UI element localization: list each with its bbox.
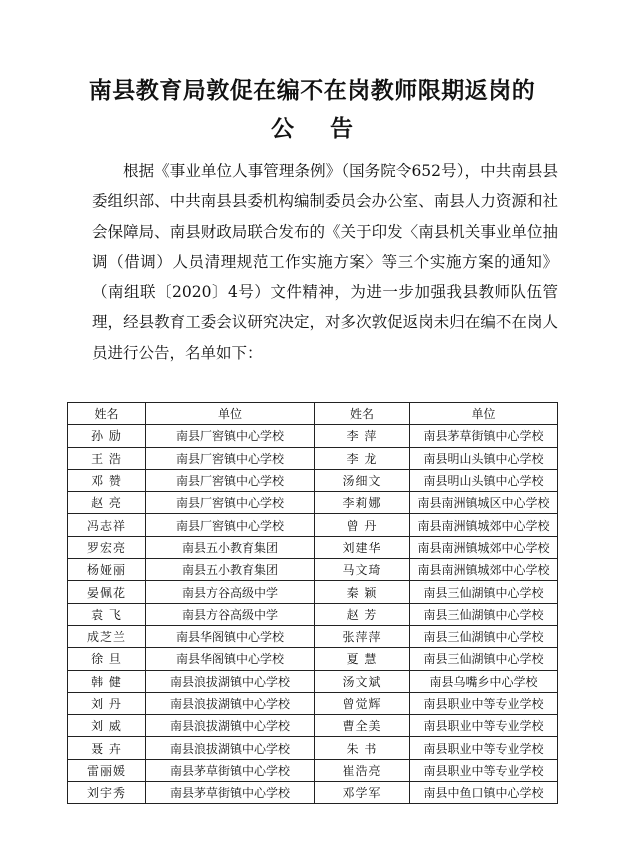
unit-cell-right: 南县职业中等专业学校 (410, 737, 558, 759)
name-cell-left: 晏佩花 (68, 581, 146, 603)
name-cell-left: 刘 丹 (68, 692, 146, 714)
name-cell-right: 马文琦 (315, 559, 410, 581)
unit-cell-left: 南县厂窖镇中心学校 (146, 447, 315, 469)
name-cell-left: 赵 亮 (68, 492, 146, 514)
name-cell-right: 李莉娜 (315, 492, 410, 514)
document-title-notice: 公 告 (270, 116, 353, 142)
header-name-left: 姓名 (68, 403, 146, 425)
unit-cell-left: 南县茅草街镇中心学校 (146, 782, 315, 804)
table-row (68, 425, 558, 447)
unit-cell-right: 南县南洲镇城区中心学校 (410, 492, 558, 514)
name-cell-left: 成芝兰 (68, 625, 146, 647)
name-cell-left: 杨娅丽 (68, 559, 146, 581)
unit-cell-left: 南县五小教育集团 (146, 559, 315, 581)
unit-cell-left: 南县华阁镇中心学校 (146, 625, 315, 647)
staff-roster-table (67, 402, 558, 804)
unit-cell-left: 南县厂窖镇中心学校 (146, 492, 315, 514)
unit-cell-left: 南县方谷高级中学 (146, 603, 315, 625)
table-row (68, 759, 558, 781)
table-header-row (68, 403, 558, 425)
table-row (68, 559, 558, 581)
unit-cell-left: 南县浪拔湖镇中心学校 (146, 670, 315, 692)
unit-cell-right: 南县明山头镇中心学校 (410, 447, 558, 469)
unit-cell-right: 南县茅草街镇中心学校 (410, 425, 558, 447)
name-cell-right: 曹全美 (315, 715, 410, 737)
table-row (68, 469, 558, 491)
unit-cell-right: 南县职业中等专业学校 (410, 715, 558, 737)
table-row (68, 782, 558, 804)
document-title: 南县教育局敦促在编不在岗教师限期返岗的 (88, 78, 536, 104)
unit-cell-left: 南县方谷高级中学 (146, 581, 315, 603)
name-cell-left: 聂 卉 (68, 737, 146, 759)
name-cell-left: 冯志祥 (68, 514, 146, 536)
name-cell-right: 秦 颖 (315, 581, 410, 603)
name-cell-right: 曾觉辉 (315, 692, 410, 714)
table-row (68, 603, 558, 625)
name-cell-left: 韩 健 (68, 670, 146, 692)
unit-cell-right: 南县明山头镇中心学校 (410, 469, 558, 491)
unit-cell-right: 南县三仙湖镇中心学校 (410, 603, 558, 625)
unit-cell-left: 南县茅草街镇中心学校 (146, 759, 315, 781)
table-row (68, 447, 558, 469)
name-cell-right: 夏 慧 (315, 648, 410, 670)
header-unit-left: 单位 (146, 403, 315, 425)
unit-cell-left: 南县浪拔湖镇中心学校 (146, 692, 315, 714)
unit-cell-right: 南县中鱼口镇中心学校 (410, 782, 558, 804)
header-name-right: 姓名 (315, 403, 410, 425)
unit-cell-left: 南县厂窖镇中心学校 (146, 469, 315, 491)
table-row (68, 581, 558, 603)
name-cell-right: 张萍萍 (315, 625, 410, 647)
unit-cell-left: 南县华阁镇中心学校 (146, 648, 315, 670)
unit-cell-right: 南县三仙湖镇中心学校 (410, 625, 558, 647)
name-cell-right: 李 龙 (315, 447, 410, 469)
name-cell-left: 孙 励 (68, 425, 146, 447)
name-cell-left: 雷丽媛 (68, 759, 146, 781)
name-cell-left: 徐 旦 (68, 648, 146, 670)
unit-cell-right: 南县乌嘴乡中心学校 (410, 670, 558, 692)
name-cell-right: 刘建华 (315, 536, 410, 558)
table-row (68, 492, 558, 514)
name-cell-left: 刘宇秀 (68, 782, 146, 804)
name-cell-left: 袁 飞 (68, 603, 146, 625)
name-cell-right: 崔浩亮 (315, 759, 410, 781)
unit-cell-right: 南县三仙湖镇中心学校 (410, 581, 558, 603)
name-cell-right: 赵 芳 (315, 603, 410, 625)
table-row (68, 648, 558, 670)
name-cell-right: 李 萍 (315, 425, 410, 447)
table-row (68, 692, 558, 714)
header-unit-right: 单位 (410, 403, 558, 425)
name-cell-right: 曾 丹 (315, 514, 410, 536)
name-cell-right: 朱 书 (315, 737, 410, 759)
notice-body-paragraph: 根据《事业单位人事管理条例》（国务院令652号），中共南县县委组织部、中共南县县委机构编制委员会办公室、南县人力资源和社会保障局、南县财政局联合发布的《关于印发〈南县机关事业单位抽调（借调）人员清理规范工作实施方案〉等三个实施方案的通知》（南组联〔2020〕4号）文件精神，为进一步加强我县教师队伍管理，经县教育工委会议研究决定，对多次敦促返岗未归在编不在岗人员进行公告，名单如下： (92, 162, 558, 362)
table-row (68, 670, 558, 692)
unit-cell-right: 南县职业中等专业学校 (410, 692, 558, 714)
table-row (68, 536, 558, 558)
name-cell-right: 汤文斌 (315, 670, 410, 692)
table-row (68, 514, 558, 536)
table-row (68, 625, 558, 647)
unit-cell-left: 南县厂窖镇中心学校 (146, 514, 315, 536)
unit-cell-left: 南县五小教育集团 (146, 536, 315, 558)
unit-cell-right: 南县南洲镇城郊中心学校 (410, 559, 558, 581)
name-cell-left: 邓 赞 (68, 469, 146, 491)
unit-cell-right: 南县南洲镇城郊中心学校 (410, 536, 558, 558)
name-cell-right: 汤细文 (315, 469, 410, 491)
name-cell-left: 罗宏亮 (68, 536, 146, 558)
table-row (68, 715, 558, 737)
unit-cell-right: 南县南洲镇城郊中心学校 (410, 514, 558, 536)
name-cell-left: 王 浩 (68, 447, 146, 469)
unit-cell-left: 南县厂窖镇中心学校 (146, 425, 315, 447)
name-cell-left: 刘 威 (68, 715, 146, 737)
table-row (68, 737, 558, 759)
unit-cell-left: 南县浪拔湖镇中心学校 (146, 737, 315, 759)
unit-cell-right: 南县职业中等专业学校 (410, 759, 558, 781)
unit-cell-left: 南县浪拔湖镇中心学校 (146, 715, 315, 737)
unit-cell-right: 南县三仙湖镇中心学校 (410, 648, 558, 670)
name-cell-right: 邓学军 (315, 782, 410, 804)
